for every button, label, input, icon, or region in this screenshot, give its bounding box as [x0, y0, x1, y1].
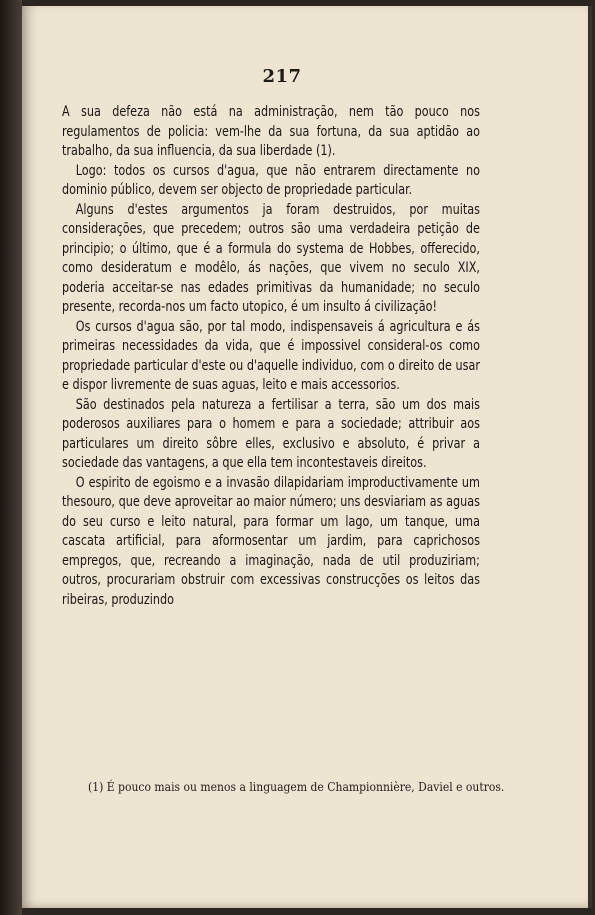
- book-page: [22, 6, 592, 908]
- footnote: [79, 779, 527, 796]
- book-gutter: [0, 0, 22, 915]
- paragraph-2: Logo: todos os cursos d'agua, que não entrarem directamente no dominio público, devem ser objecto de propriedade particular.: [62, 162, 480, 198]
- paragraph-4: Os cursos d'agua são, por tal modo, indispensaveis á agricultura e ás primeiras necessidades da vida, que é impossivel consideral-os como propriedade particular d'este ou d'aquelle individuo, com o direito de usar e dispor livremente de suas aguas, leito e mais accessorios.: [62, 318, 480, 393]
- footnote-text: (1) É pouco mais ou menos a linguagem de Championnière, Daviel e outros.: [88, 780, 505, 794]
- body-text: [62, 103, 480, 610]
- paragraph-5: São destinados pela natureza a fertilisar a terra, são um dos mais poderosos auxiliares para o homem e para a sociedade; attribuir aos particulares um direito sôbre elles, exclusivo e absoluto, é privar a sociedade das vantagens, a que ella tem incontestaveis direitos.: [62, 396, 480, 471]
- page-number: 217: [262, 66, 302, 87]
- paragraph-6: O espirito de egoismo e a invasão dilapidariam improductivamente um thesouro, que deve aproveitar ao maior número; uns desviariam as aguas do seu curso e leito natural, para formar um lago, um tanque, uma cascata artificial, para aformosentar um jardim, para caprichosos empregos, que, recreando a imaginação, nada de util produziriam; outros, procurariam obstruir com excessivas construcções os leitos das ribeiras, produzindo: [62, 474, 480, 608]
- paragraph-3: Alguns d'estes argumentos ja foram destruidos, por muitas considerações, que precedem; outros são uma verdadeira petição de principio; o último, que é a formula do systema de Hobbes, offerecido, como desideratum e modêlo, ás nações, que vivem no seculo XIX, poderia acceitar-se nas edades primitivas da humanidade; no seculo presente, recorda-nos um facto utopico, é um insulto á civilização!: [62, 201, 480, 315]
- paragraph-1: A sua defeza não está na administração, nem tão pouco nos regulamentos de policia: vem-lhe da sua fortuna, da sua aptidão ao trabalho, da sua influencia, da sua liberdade (1).: [62, 104, 480, 159]
